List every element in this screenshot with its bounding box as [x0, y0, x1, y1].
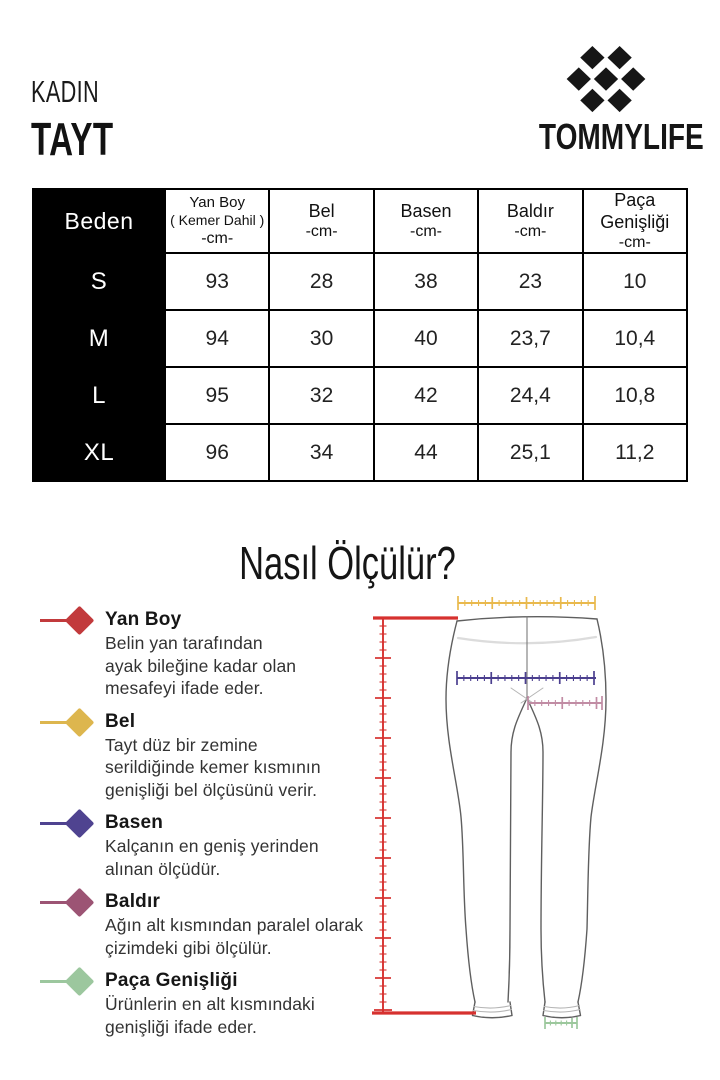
legend-description-line: Belin yan tarafından — [105, 633, 263, 653]
measurement-value: 23 — [478, 253, 582, 310]
table-header-row — [33, 189, 687, 253]
yan-boy-measure-line — [374, 618, 392, 1013]
measurement-value: 95 — [165, 367, 269, 424]
legend-text — [105, 889, 363, 959]
corner-header-beden: Beden — [33, 189, 165, 253]
legend-description-line: genişliği ifade eder. — [105, 1016, 257, 1037]
legend-description-line: mesafeyi ifade eder. — [105, 678, 264, 698]
legend-label: Bel — [105, 710, 136, 732]
measurement-value: 10,8 — [583, 367, 687, 424]
measurement-value: 11,2 — [583, 424, 687, 481]
right-outer-leg — [578, 619, 606, 1002]
legend-description-line: Ürünlerin en alt kısmındaki — [105, 994, 315, 1014]
col-header-3 — [374, 189, 478, 253]
legend-item-basen — [40, 810, 385, 880]
size-row-S — [33, 253, 687, 310]
legend-label: Yan Boy — [105, 609, 182, 630]
measurement-value: 32 — [269, 367, 373, 424]
legend-diamond — [65, 967, 95, 997]
size-row-label: L — [33, 367, 165, 424]
col-header-1 — [165, 189, 269, 253]
left-cuff-seams — [473, 1006, 512, 1013]
legend-label: Basen — [105, 812, 164, 833]
yan_boy-diamond-icon — [40, 608, 105, 633]
brand-logo — [520, 45, 704, 157]
product-heading — [31, 74, 145, 165]
measurement-value: 42 — [374, 367, 478, 424]
col-header-2 — [269, 189, 373, 253]
legend-diamond — [65, 888, 95, 918]
legend-diamond — [65, 809, 95, 839]
measurement-legend — [40, 607, 385, 1047]
measurement-value: 40 — [374, 310, 478, 367]
col-header-unit: -cm- — [409, 223, 442, 241]
brand-name: TOMMYLIFE — [538, 116, 704, 157]
col-header-title: Basen — [400, 200, 452, 221]
legend-diamond — [65, 606, 95, 636]
legend-diamond — [65, 707, 95, 737]
measurement-value: 96 — [165, 424, 269, 481]
size-row-XL — [33, 424, 687, 481]
baldir-diamond-icon — [40, 890, 105, 915]
col-header-unit: -cm- — [201, 229, 234, 247]
col-header-title: Yan Boy — [189, 194, 245, 212]
legend-description-line: Ağın alt kısmından paralel olarak — [105, 915, 364, 935]
col-header-unit: -cm- — [618, 234, 651, 252]
size-row-label: XL — [33, 424, 165, 481]
size-row-M — [33, 310, 687, 367]
legend-text — [105, 810, 319, 880]
measurement-value: 28 — [269, 253, 373, 310]
legend-label: Baldır — [105, 891, 161, 912]
measurement-value: 24,4 — [478, 367, 582, 424]
measurement-value: 34 — [269, 424, 373, 481]
bel-diamond-icon — [40, 710, 105, 735]
measurement-value: 44 — [374, 424, 478, 481]
size-row-label: M — [33, 310, 165, 367]
col-header-title: Paça Genişliği — [600, 190, 670, 232]
legend-item-paca — [40, 968, 385, 1038]
legend-description-line: çizimdeki gibi ölçülür. — [105, 937, 272, 958]
product-category: KADIN — [31, 74, 100, 109]
brand-diamonds-icon — [563, 45, 649, 115]
col-header-title: Bel — [308, 200, 335, 221]
size-table — [32, 188, 688, 482]
left-cuff — [473, 1002, 513, 1018]
measurement-value: 10 — [583, 253, 687, 310]
how-to-measure-heading — [0, 537, 694, 589]
measurement-value: 23,7 — [478, 310, 582, 367]
legend-description-line: serildiğinde kemer kısmının — [105, 757, 321, 777]
bel-measure-line — [458, 596, 595, 610]
basen-diamond-icon — [40, 811, 105, 836]
legend-item-baldir — [40, 889, 385, 959]
right-cuff-seams — [544, 1006, 581, 1013]
paca-measure-line — [545, 1017, 577, 1029]
size-row-L — [33, 367, 687, 424]
measurement-value: 93 — [165, 253, 269, 310]
legend-text — [105, 709, 321, 802]
right-cuff — [543, 1002, 581, 1018]
legend-text — [105, 607, 296, 700]
right-inner-leg — [527, 698, 545, 1002]
legend-text — [105, 968, 315, 1038]
measurement-value: 94 — [165, 310, 269, 367]
product-type: TAYT — [31, 113, 114, 165]
measurement-value: 30 — [269, 310, 373, 367]
legend-description-line: Kalçanın en geniş yerinden — [105, 836, 319, 856]
col-header-5 — [583, 189, 687, 253]
baldir-measure-line — [528, 696, 602, 710]
measurement-value: 10,4 — [583, 310, 687, 367]
legend-description-line: alınan ölçüdür. — [105, 858, 221, 879]
measurement-value: 25,1 — [478, 424, 582, 481]
col-header-unit: -cm- — [305, 223, 338, 241]
legend-item-bel — [40, 709, 385, 802]
col-header-4 — [478, 189, 582, 253]
legend-description-line: ayak bileğine kadar olan — [105, 655, 297, 676]
size-row-label: S — [33, 253, 165, 310]
legend-item-yan_boy — [40, 607, 385, 700]
col-header-subtitle: ( Kemer Dahil ) — [170, 212, 265, 229]
leggings-measurement-diagram — [360, 592, 712, 1040]
legend-label: Paça Genişliği — [105, 970, 238, 991]
col-header-unit: -cm- — [514, 223, 547, 241]
legend-description-line: Tayt düz bir zemine — [105, 734, 258, 755]
left-inner-leg — [508, 698, 527, 1002]
how-to-measure-title: Nasıl Ölçülür? — [238, 537, 456, 589]
legend-description-line: genişliği bel ölçüsünü verir. — [105, 779, 318, 800]
paca-diamond-icon — [40, 969, 105, 994]
col-header-title: Baldır — [506, 200, 554, 221]
measurement-value: 38 — [374, 253, 478, 310]
